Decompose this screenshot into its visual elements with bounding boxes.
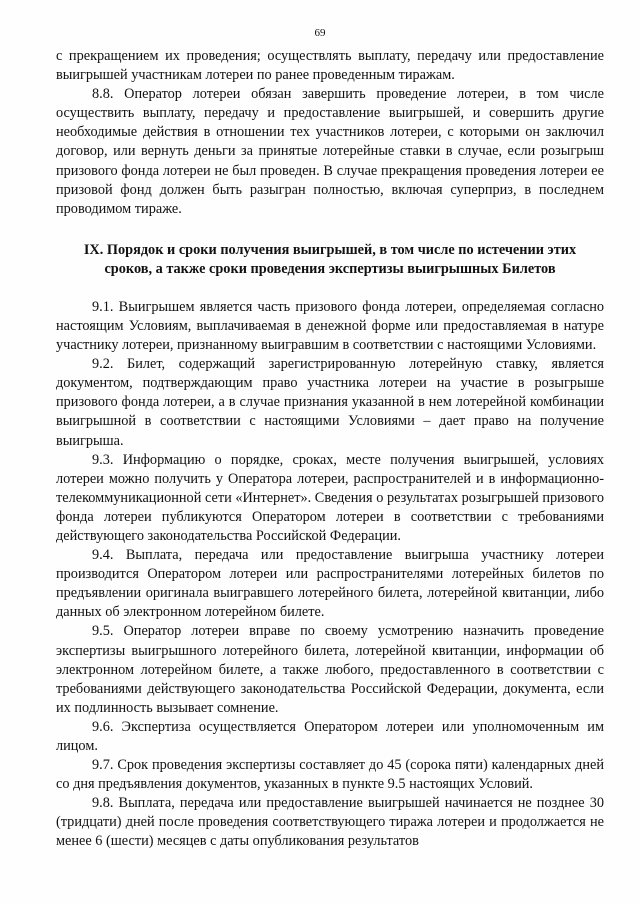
paragraph-9-7: 9.7. Срок проведения экспертизы составляет до 45 (сорока пяти) календарных дней со дня предъявления документов, указанных в пункте 9.5 настоящих Условий. [56, 757, 604, 793]
paragraph-9-8: 9.8. Выплата, передача или предоставление выигрышей начинается не позднее 30 (тридцати) дней после проведения соответствующего тиража лотереи и продолжается не менее 6 (шести) месяцев с даты опубликования результатов [56, 795, 604, 850]
paragraph-8-8: 8.8. Оператор лотереи обязан завершить проведение лотереи, в том числе осуществить выплату, передачу и предоставление выигрышей, и совершить другие необходимые действия в отношении тех участников лотереи, с которыми он заключил договор, или вернуть деньги за принятые лотерейные ставки в случае, если розыгрыш призового фонда лотереи не был проведен. В случае прекращения проведения лотереи ее призовой фонд должен быть разыгран полностью, включая суперприз, в последнем проводимом тираже. [56, 86, 604, 217]
section-heading: IX. Порядок и сроки получения выигрышей, в том числе по истечении этих сроков, а также сроки проведения экспертизы выигрышных Билетов [83, 241, 577, 278]
paragraph-9-2: 9.2. Билет, содержащий зарегистрированную лотерейную ставку, является документом, подтверждающим право участника лотереи на участие в розыгрыше призового фонда лотереи, а в случае признания указанной в нем лотерейной комбинации выигрышной в соответствии с настоящими Условиями – дает право на получение выигрыша. [56, 356, 604, 449]
paragraph-9-4: 9.4. Выплата, передача или предоставление выигрыша участнику лотереи производится Оператором лотереи или распространителями лотерейных билетов по предъявлении оригинала выигравшего лотерейного билета, лотерейной квитанции, либо данных об электронном лотерейном билете. [56, 547, 604, 621]
paragraph-9-6: 9.6. Экспертиза осуществляется Оператором лотереи или уполномоченным им лицом. [56, 718, 604, 754]
paragraph-9-5: 9.5. Оператор лотереи вправе по своему усмотрению назначить проведение экспертизы выигрышного лотерейного билета, лотерейной квитанции, информации об электронном лотерейном билете, а также любого, предоставленного в соответствии с требованиями действующего законодательства Российской Федерации, документа, если их подлинность вызывает сомнение. [56, 623, 604, 716]
document-body [56, 47, 604, 852]
paragraph-continuation: с прекращением их проведения; осуществлять выплату, передачу или предоставление выигрышей участникам лотереи по ранее проведенным тиражам. [56, 48, 604, 84]
paragraph-9-1: 9.1. Выигрышем является часть призового фонда лотереи, определяемая согласно настоящим Условиям, выплачиваемая в денежной форме или предоставляемая в натуре участнику лотереи, признанному выигравшим в соответствии с настоящими Условиями. [56, 298, 604, 354]
paragraph-9-3: 9.3. Информацию о порядке, сроках, месте получения выигрышей, условиях лотереи можно получить у Оператора лотереи, распространителей и в информационно-телекоммуникационной сети «Интернет». Сведения о результатах розыгрышей призового фонда лотереи публикуются Оператором лотереи в соответствии с требованиями действующего законодательства Российской Федерации. [56, 451, 604, 544]
page-number: 69 [314, 27, 326, 39]
